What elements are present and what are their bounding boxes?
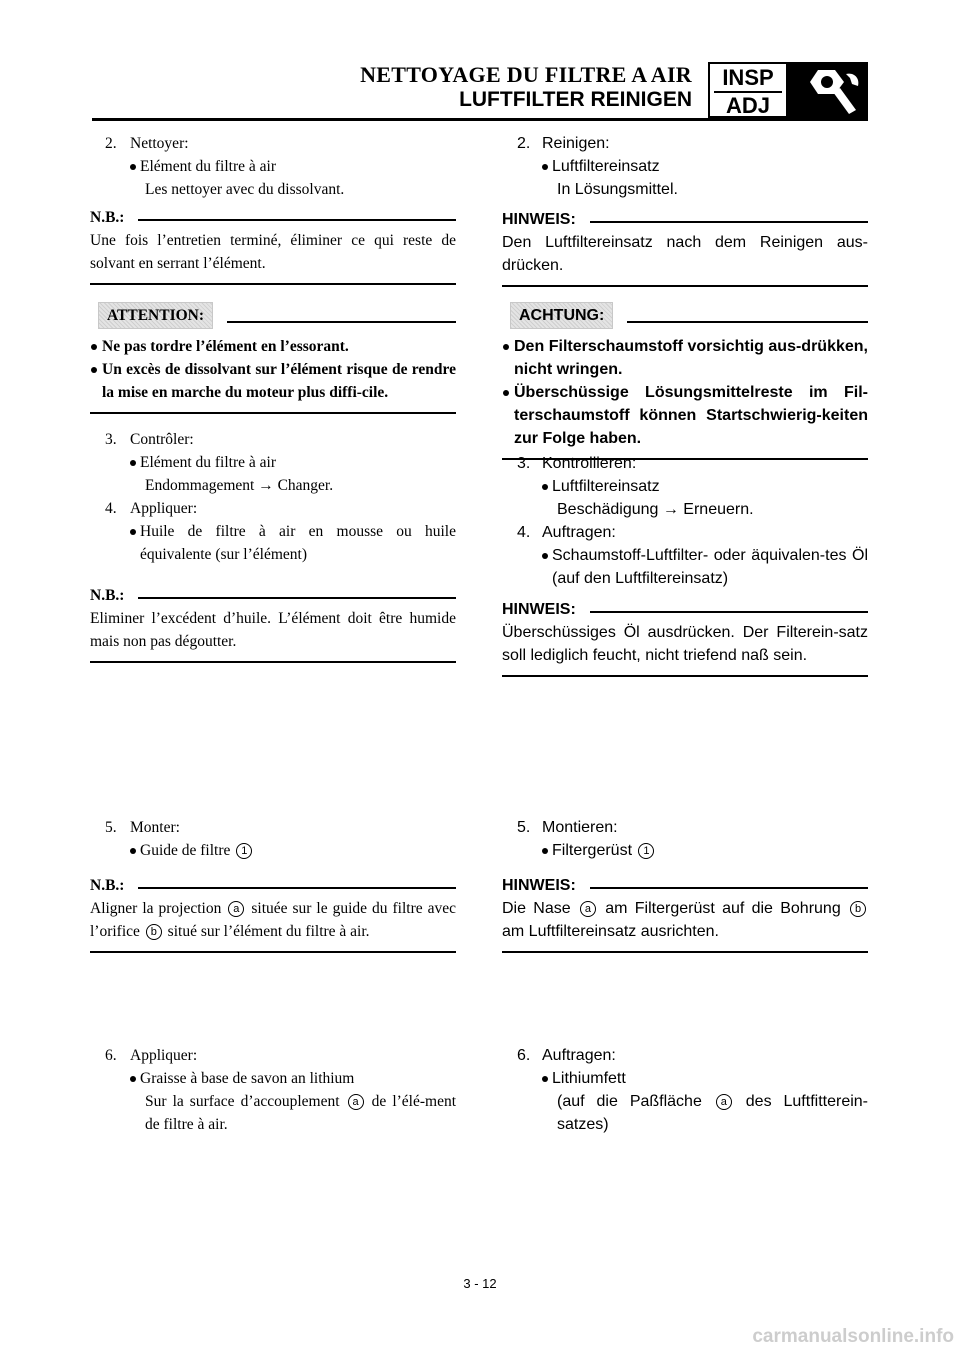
step-label: Appliquer: [130,500,198,517]
page-title-fr: NETTOYAGE DU FILTRE A AIR [360,62,692,87]
note-end-rule [502,675,868,677]
wrench-nut-icon [788,62,868,118]
note-block [502,208,868,287]
step-number: 5. [517,819,531,836]
note-heading: N.B.: [90,209,125,226]
step-label: Auftragen: [542,524,616,541]
note-text-part: am Filtergerüst auf die Bohrung [605,900,841,917]
step-label: Kontrollieren: [542,455,637,472]
step-item: Filtergerüst [552,842,633,859]
note-rule [138,597,456,599]
note-block [90,584,456,663]
step-apply-grease [90,1044,456,1136]
bullet-icon [130,529,136,535]
attention-block [502,298,868,460]
note-block [90,206,456,285]
attention-item: Den Filterschaumstoff vorsichtig aus-drükken, nicht wringen. [514,338,868,378]
attention-end-rule [90,412,456,414]
callout-a: a [348,1094,364,1110]
bullet-icon [542,553,548,559]
note-block [502,598,868,677]
attention-item: Un excès de dissolvant sur l’élément risque de rendre la mise en marche du moteur plus diffi-cile. [102,361,456,401]
attention-rule [227,321,456,323]
step-item: Lithiumfett [552,1070,626,1087]
note-rule [590,611,868,613]
note-text: Überschüssiges Öl ausdrücken. Der Filterein-satz soll lediglich feucht, nicht triefend naß sein. [502,624,868,664]
step-number: 3. [105,431,117,448]
note-rule [138,887,456,889]
note-end-rule [90,283,456,285]
attention-item: Ne pas tordre l’élément en l’essorant. [102,338,349,355]
bullet-icon [130,848,136,854]
step-number: 6. [517,1047,531,1064]
bullet-icon [91,367,97,373]
step-detail: Beschädigung → Erneuern. [557,501,754,518]
callout-a: a [580,901,596,917]
callout-a: a [716,1094,732,1110]
step-label: Appliquer: [130,1047,198,1064]
step-item: Schaumstoff-Luftfilter- oder äquivalen-tes Öl (auf den Luftfiltereinsatz) [552,547,868,587]
bullet-icon [542,484,548,490]
attention-heading: ACHTUNG: [510,302,613,329]
step-label: Monter: [130,819,180,836]
note-block [502,874,868,953]
step-item: Guide de filtre [140,842,231,859]
step-detail [502,1090,868,1136]
step-detail-part: de l’élé-ment de filtre à air. [145,1093,457,1133]
note-text-part: située sur le guide du filtre avec l’orifice [90,900,457,940]
note-rule [138,219,456,221]
step-label: Nettoyer: [130,135,189,152]
page-title-de: LUFTFILTER REINIGEN [459,88,692,111]
step-number: 6. [105,1047,117,1064]
bullet-icon [130,164,136,170]
note-end-rule [502,951,868,953]
step-detail-part: Sur la surface d’accouplement [145,1093,340,1110]
step-detail: In Lösungsmittel. [557,181,678,198]
note-text: Den Luftfiltereinsatz nach dem Reinigen aus-drücken. [502,234,868,274]
callout-a: a [228,901,244,917]
bullet-icon [91,344,97,350]
note-heading: HINWEIS: [502,877,576,894]
callout-b: b [850,901,866,917]
page-number: 3 - 12 [463,1276,497,1291]
step-detail: Endommagement → Changer. [145,477,334,494]
step-number: 2. [105,135,117,152]
note-heading: HINWEIS: [502,211,576,228]
note-block [90,874,456,953]
step-item: Elément du filtre à air [140,158,276,175]
bullet-icon [542,1076,548,1082]
note-text [502,897,868,943]
step-check [502,452,868,590]
step-detail: Les nettoyer avec du dissolvant. [145,181,345,198]
bullet-icon [130,1076,136,1082]
note-end-rule [502,285,868,287]
note-end-rule [90,951,456,953]
step-item: Luftfiltereinsatz [552,478,660,495]
step-item: Elément du filtre à air [140,454,276,471]
step-item: Luftfiltereinsatz [552,158,660,175]
step-check [90,428,456,566]
callout-b: b [146,924,162,940]
step-number: 2. [517,135,531,152]
attention-rule [627,321,868,323]
bullet-icon [542,848,548,854]
bullet-icon [130,460,136,466]
callout-1: 1 [236,843,252,859]
note-text: Une fois l’entretien terminé, éliminer ce qui reste de solvant en serrant l’élément. [90,232,456,272]
section-badge [708,62,868,118]
step-detail [90,1090,456,1136]
step-clean [90,132,456,201]
note-rule [590,221,868,223]
watermark: carmanualsonline.info [752,1326,954,1347]
step-apply-grease [502,1044,868,1136]
note-rule [590,887,868,889]
step-number: 5. [105,819,117,836]
note-end-rule [90,661,456,663]
attention-heading: ATTENTION: [98,302,213,329]
step-label: Montieren: [542,819,618,836]
step-label: Contrôler: [130,431,194,448]
step-label: Reinigen: [542,135,610,152]
step-detail-part: (auf die Paßfläche [557,1093,702,1110]
step-number: 4. [517,524,531,541]
step-item: Graisse à base de savon an lithium [140,1070,355,1087]
note-text [90,897,456,943]
note-text-part: am Luftfiltereinsatz ausrichten. [502,923,719,940]
bullet-icon [542,164,548,170]
note-text-part: Aligner la projection [90,900,222,917]
note-text-part: Die Nase [502,900,571,917]
note-heading: HINWEIS: [502,601,576,618]
step-number: 4. [105,500,117,517]
bullet-icon [503,390,509,396]
attention-item: Überschüssige Lösungsmittelreste im Fil-terschaumstoff können Startschwierig-keiten zur Folge haben. [514,384,868,447]
callout-1: 1 [638,843,654,859]
note-heading: N.B.: [90,877,125,894]
note-heading: N.B.: [90,587,125,604]
note-text-part: situé sur l’élément du filtre à air. [167,923,370,940]
step-clean [502,132,868,201]
note-text: Eliminer l’excédent d’huile. L’élément doit être humide mais non pas dégoutter. [90,610,456,650]
step-item: Huile de filtre à air en mousse ou huile équivalente (sur l’élément) [140,523,456,563]
step-install [90,816,456,862]
step-detail-part: des Luftfitterein-satzes) [557,1093,868,1133]
badge-adj-label: ADJ [725,93,770,118]
attention-block [90,298,456,414]
step-number: 3. [517,455,531,472]
badge-text-box [708,62,788,118]
step-install [502,816,868,862]
bullet-icon [503,344,509,350]
badge-insp-label: INSP [722,65,774,90]
header-rule [92,118,868,121]
step-label: Auftragen: [542,1047,616,1064]
